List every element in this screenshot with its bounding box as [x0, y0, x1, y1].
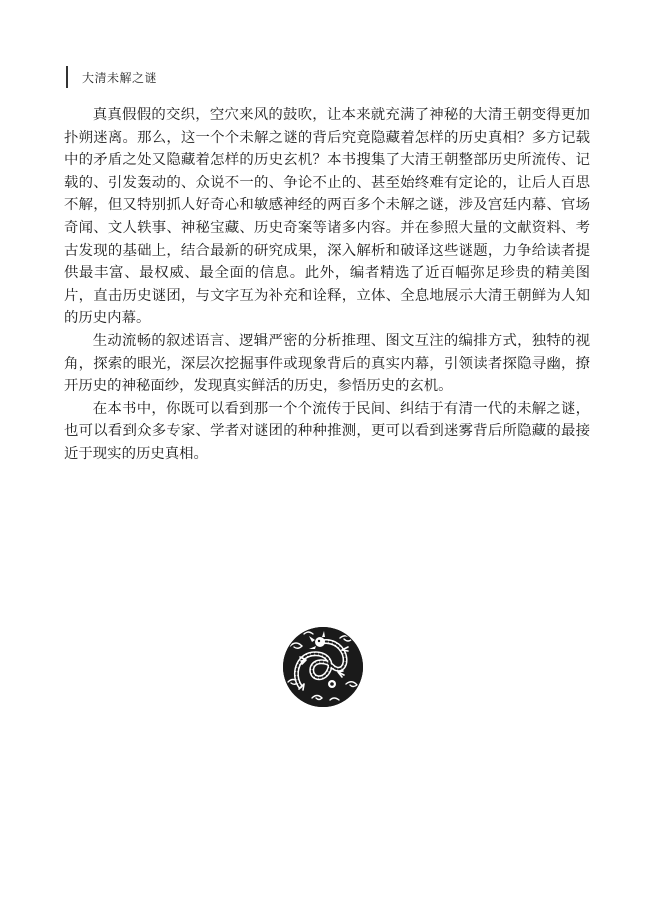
header-rule: [66, 66, 68, 88]
header-title: 大清未解之谜: [82, 70, 158, 85]
running-header: [66, 66, 157, 88]
paragraph-1: 真真假假的交织，空穴来风的鼓吹，让本来就充满了神秘的大清王朝变得更加扑朔迷离。那么，这一个个未解之谜的背后究竟隐藏着怎样的历史真相？多方记载中的矛盾之处又隐藏着怎样的历史玄机？本书搜集了大清王朝整部历史所流传、记载的、引发轰动的、众说不一的、争论不止的、甚至始终难有定论的，让后人百思不解，但又特别抓人好奇心和敏感神经的两百多个未解之谜，涉及宫廷内幕、官场奇闻、文人轶事、神秘宝藏、历史奇案等诸多内容。并在参照大量的文献资料、考古发现的基础上，结合最新的研究成果，深入解析和破译这些谜题，力争给读者提供最丰富、最权威、最全面的信息。此外，编者精选了近百幅弥足珍贵的精美图片，直击历史谜团，与文字互为补充和诠释，立体、全息地展示大清王朝鲜为人知的历史内幕。: [64, 107, 590, 327]
preface-body: [64, 104, 590, 466]
dragon-medallion-graphic: [282, 626, 364, 708]
paragraph-3: 在本书中，你既可以看到那一个个流传于民间、纠结于有清一代的未解之谜，也可以看到众多专家、学者对谜团的种种推测，更可以看到迷雾背后所隐藏的最接近于现实的历史真相。: [64, 400, 590, 462]
dragon-medallion-icon: [282, 626, 364, 708]
paragraph-2: 生动流畅的叙述语言、逻辑严密的分析推理、图文互注的编排方式，独特的视角，探索的眼光，深层次挖掘事件或现象背后的真实内幕，引领读者探隐寻幽，撩开历史的神秘面纱，发现真实鲜活的历史，参悟历史的玄机。: [64, 332, 590, 395]
